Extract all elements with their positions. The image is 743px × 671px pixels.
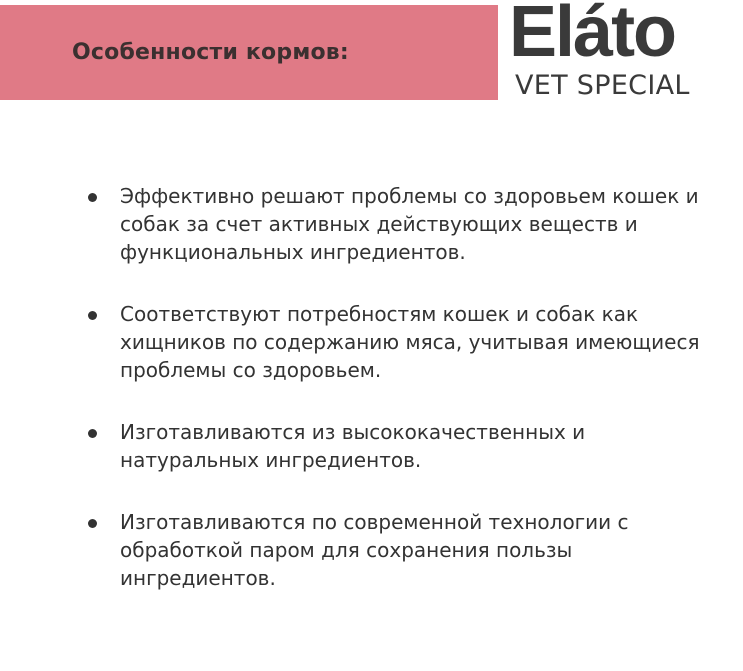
list-item — [0, 508, 743, 592]
bullet-icon — [88, 193, 97, 202]
list-item — [0, 182, 743, 266]
logo-wordmark: Eláto — [509, 0, 676, 72]
feature-text: Соответствуют потребностям кошек и собак как хищников по содержанию мяса, учитывая имеющиеся проблемы со здоровьем. — [120, 302, 700, 382]
list-item — [0, 418, 743, 474]
page-title: Особенности кормов: — [72, 40, 349, 65]
header-band — [0, 5, 498, 100]
feature-text: Эффективно решают проблемы со здоровьем кошек и собак за счет активных действующих веществ и функциональных ингредиентов. — [120, 184, 699, 264]
bullet-icon — [88, 311, 97, 320]
logo-subtitle: VET SPECIAL — [515, 70, 690, 101]
bullet-icon — [88, 519, 97, 528]
list-item — [0, 300, 743, 384]
features-list — [0, 182, 743, 592]
feature-text: Изготавливаются по современной технологии с обработкой паром для сохранения пользы ингредиентов. — [120, 510, 629, 590]
bullet-icon — [88, 429, 97, 438]
brand-logo — [509, 2, 739, 107]
feature-text: Изготавливаются из высококачественных и натуральных ингредиентов. — [120, 420, 586, 472]
